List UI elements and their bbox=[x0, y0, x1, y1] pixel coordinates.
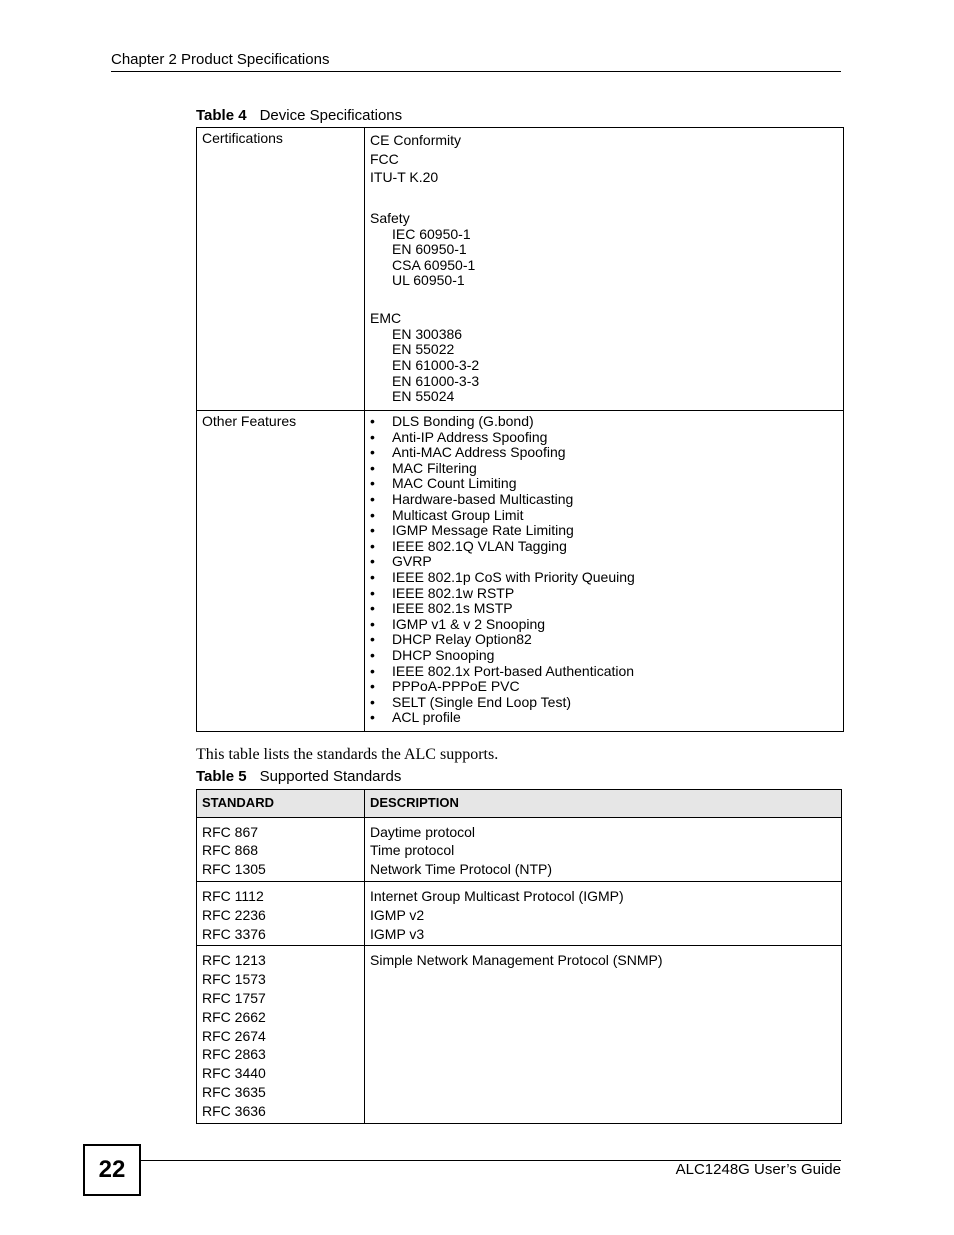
emc-item: EN 55024 bbox=[392, 388, 455, 405]
description-cell bbox=[365, 946, 842, 1123]
list-item: • MAC Count Limiting bbox=[370, 476, 838, 492]
table5-caption bbox=[196, 768, 401, 786]
list-item: • Anti-IP Address Spoofing bbox=[370, 430, 838, 446]
list-item: • IEEE 802.1p CoS with Priority Queuing bbox=[370, 570, 838, 586]
other-features-cell bbox=[365, 411, 844, 732]
list-item: • DHCP Relay Option82 bbox=[370, 632, 838, 648]
description-item: Internet Group Multicast Protocol (IGMP) bbox=[370, 887, 624, 904]
certifications-cell bbox=[365, 128, 844, 411]
list-item: • IEEE 802.1x Port-based Authentication bbox=[370, 664, 838, 680]
list-item: • Anti-MAC Address Spoofing bbox=[370, 445, 838, 461]
standard-item: RFC 1213 bbox=[202, 952, 266, 969]
page-number: 22 bbox=[83, 1144, 141, 1196]
description-item: Network Time Protocol (NTP) bbox=[370, 861, 553, 878]
standard-item: RFC 2236 bbox=[202, 906, 266, 923]
safety-list bbox=[370, 227, 838, 289]
list-item: • SELT (Single End Loop Test) bbox=[370, 695, 838, 711]
standard-item: RFC 3636 bbox=[202, 1102, 266, 1119]
standard-item: RFC 1573 bbox=[202, 971, 266, 988]
list-item: • PPPoA-PPPoE PVC bbox=[370, 679, 838, 695]
column-header-description: DESCRIPTION bbox=[365, 790, 842, 818]
description-item: Simple Network Management Protocol (SNMP) bbox=[370, 952, 663, 969]
standard-cell bbox=[197, 946, 365, 1123]
standard-item: RFC 3440 bbox=[202, 1065, 266, 1082]
description-item: Time protocol bbox=[370, 842, 455, 859]
intro-paragraph: This table lists the standards the ALC supports. bbox=[196, 746, 499, 763]
cert-item: ITU-T K.20 bbox=[370, 169, 439, 185]
list-item: • Hardware-based Multicasting bbox=[370, 492, 838, 508]
list-item: • IEEE 802.1Q VLAN Tagging bbox=[370, 539, 838, 555]
emc-list bbox=[370, 327, 838, 405]
list-item: • GVRP bbox=[370, 554, 838, 570]
list-item: • Multicast Group Limit bbox=[370, 508, 838, 524]
standard-item: RFC 867 bbox=[202, 823, 259, 840]
table4-caption-title: Device Specifications bbox=[259, 107, 403, 124]
list-item: • IEEE 802.1w RSTP bbox=[370, 586, 838, 602]
spacer bbox=[370, 289, 838, 309]
standard-item: RFC 3376 bbox=[202, 925, 266, 942]
standard-item: RFC 868 bbox=[202, 842, 259, 859]
standard-item: RFC 1757 bbox=[202, 989, 266, 1006]
cert-item: FCC bbox=[370, 150, 399, 167]
standard-cell bbox=[197, 881, 365, 945]
standard-item: RFC 3635 bbox=[202, 1083, 266, 1100]
table-row bbox=[197, 128, 844, 411]
safety-item: CSA 60950-1 bbox=[392, 256, 476, 273]
standard-item: RFC 2662 bbox=[202, 1008, 266, 1025]
description-cell bbox=[365, 881, 842, 945]
description-item: Daytime protocol bbox=[370, 823, 476, 840]
header-divider bbox=[111, 71, 841, 72]
list-item: • DHCP Snooping bbox=[370, 648, 838, 664]
list-item: • DLS Bonding (G.bond) bbox=[370, 414, 838, 430]
list-item: • IEEE 802.1s MSTP bbox=[370, 601, 838, 617]
emc-item: EN 55022 bbox=[392, 341, 455, 358]
table-row bbox=[197, 946, 842, 1123]
list-item: • IGMP v1 & v 2 Snooping bbox=[370, 617, 838, 633]
table-header-row bbox=[197, 790, 842, 818]
table-row bbox=[197, 881, 842, 945]
guide-title: ALC1248G User’s Guide bbox=[675, 1161, 841, 1178]
safety-label: Safety bbox=[370, 209, 410, 226]
certifications-label: Certifications bbox=[197, 128, 365, 411]
features-list bbox=[370, 414, 838, 726]
emc-item: EN 61000-3-3 bbox=[392, 372, 480, 389]
list-item: • IGMP Message Rate Limiting bbox=[370, 523, 838, 539]
column-header-standard: STANDARD bbox=[197, 790, 365, 818]
emc-item: EN 300386 bbox=[392, 325, 463, 342]
standard-item: RFC 2863 bbox=[202, 1046, 266, 1063]
standard-item: RFC 1305 bbox=[202, 861, 266, 878]
table4-caption bbox=[196, 107, 402, 125]
chapter-header: Chapter 2 Product Specifications bbox=[111, 51, 330, 68]
list-item: • MAC Filtering bbox=[370, 461, 838, 477]
description-cell bbox=[365, 817, 842, 881]
list-item: • ACL profile bbox=[370, 710, 838, 726]
table5-caption-title: Supported Standards bbox=[259, 768, 402, 785]
other-features-label: Other Features bbox=[197, 411, 365, 732]
cert-item: CE Conformity bbox=[370, 132, 462, 148]
device-specifications-table bbox=[196, 127, 844, 732]
standard-item: RFC 1112 bbox=[202, 887, 264, 904]
safety-item: IEC 60950-1 bbox=[392, 225, 471, 242]
emc-label: EMC bbox=[370, 309, 402, 326]
table-row bbox=[197, 411, 844, 732]
safety-item: UL 60950-1 bbox=[392, 272, 465, 289]
spacer bbox=[370, 187, 838, 209]
emc-item: EN 61000-3-2 bbox=[392, 357, 480, 374]
supported-standards-table bbox=[196, 789, 842, 1124]
standard-cell bbox=[197, 817, 365, 881]
description-item: IGMP v2 bbox=[370, 906, 425, 923]
standard-item: RFC 2674 bbox=[202, 1027, 266, 1044]
table-row bbox=[197, 817, 842, 881]
safety-item: EN 60950-1 bbox=[392, 241, 467, 258]
table5-caption-label: Table 5 bbox=[196, 768, 247, 785]
table4-caption-label: Table 4 bbox=[196, 107, 247, 124]
description-item: IGMP v3 bbox=[370, 925, 425, 942]
